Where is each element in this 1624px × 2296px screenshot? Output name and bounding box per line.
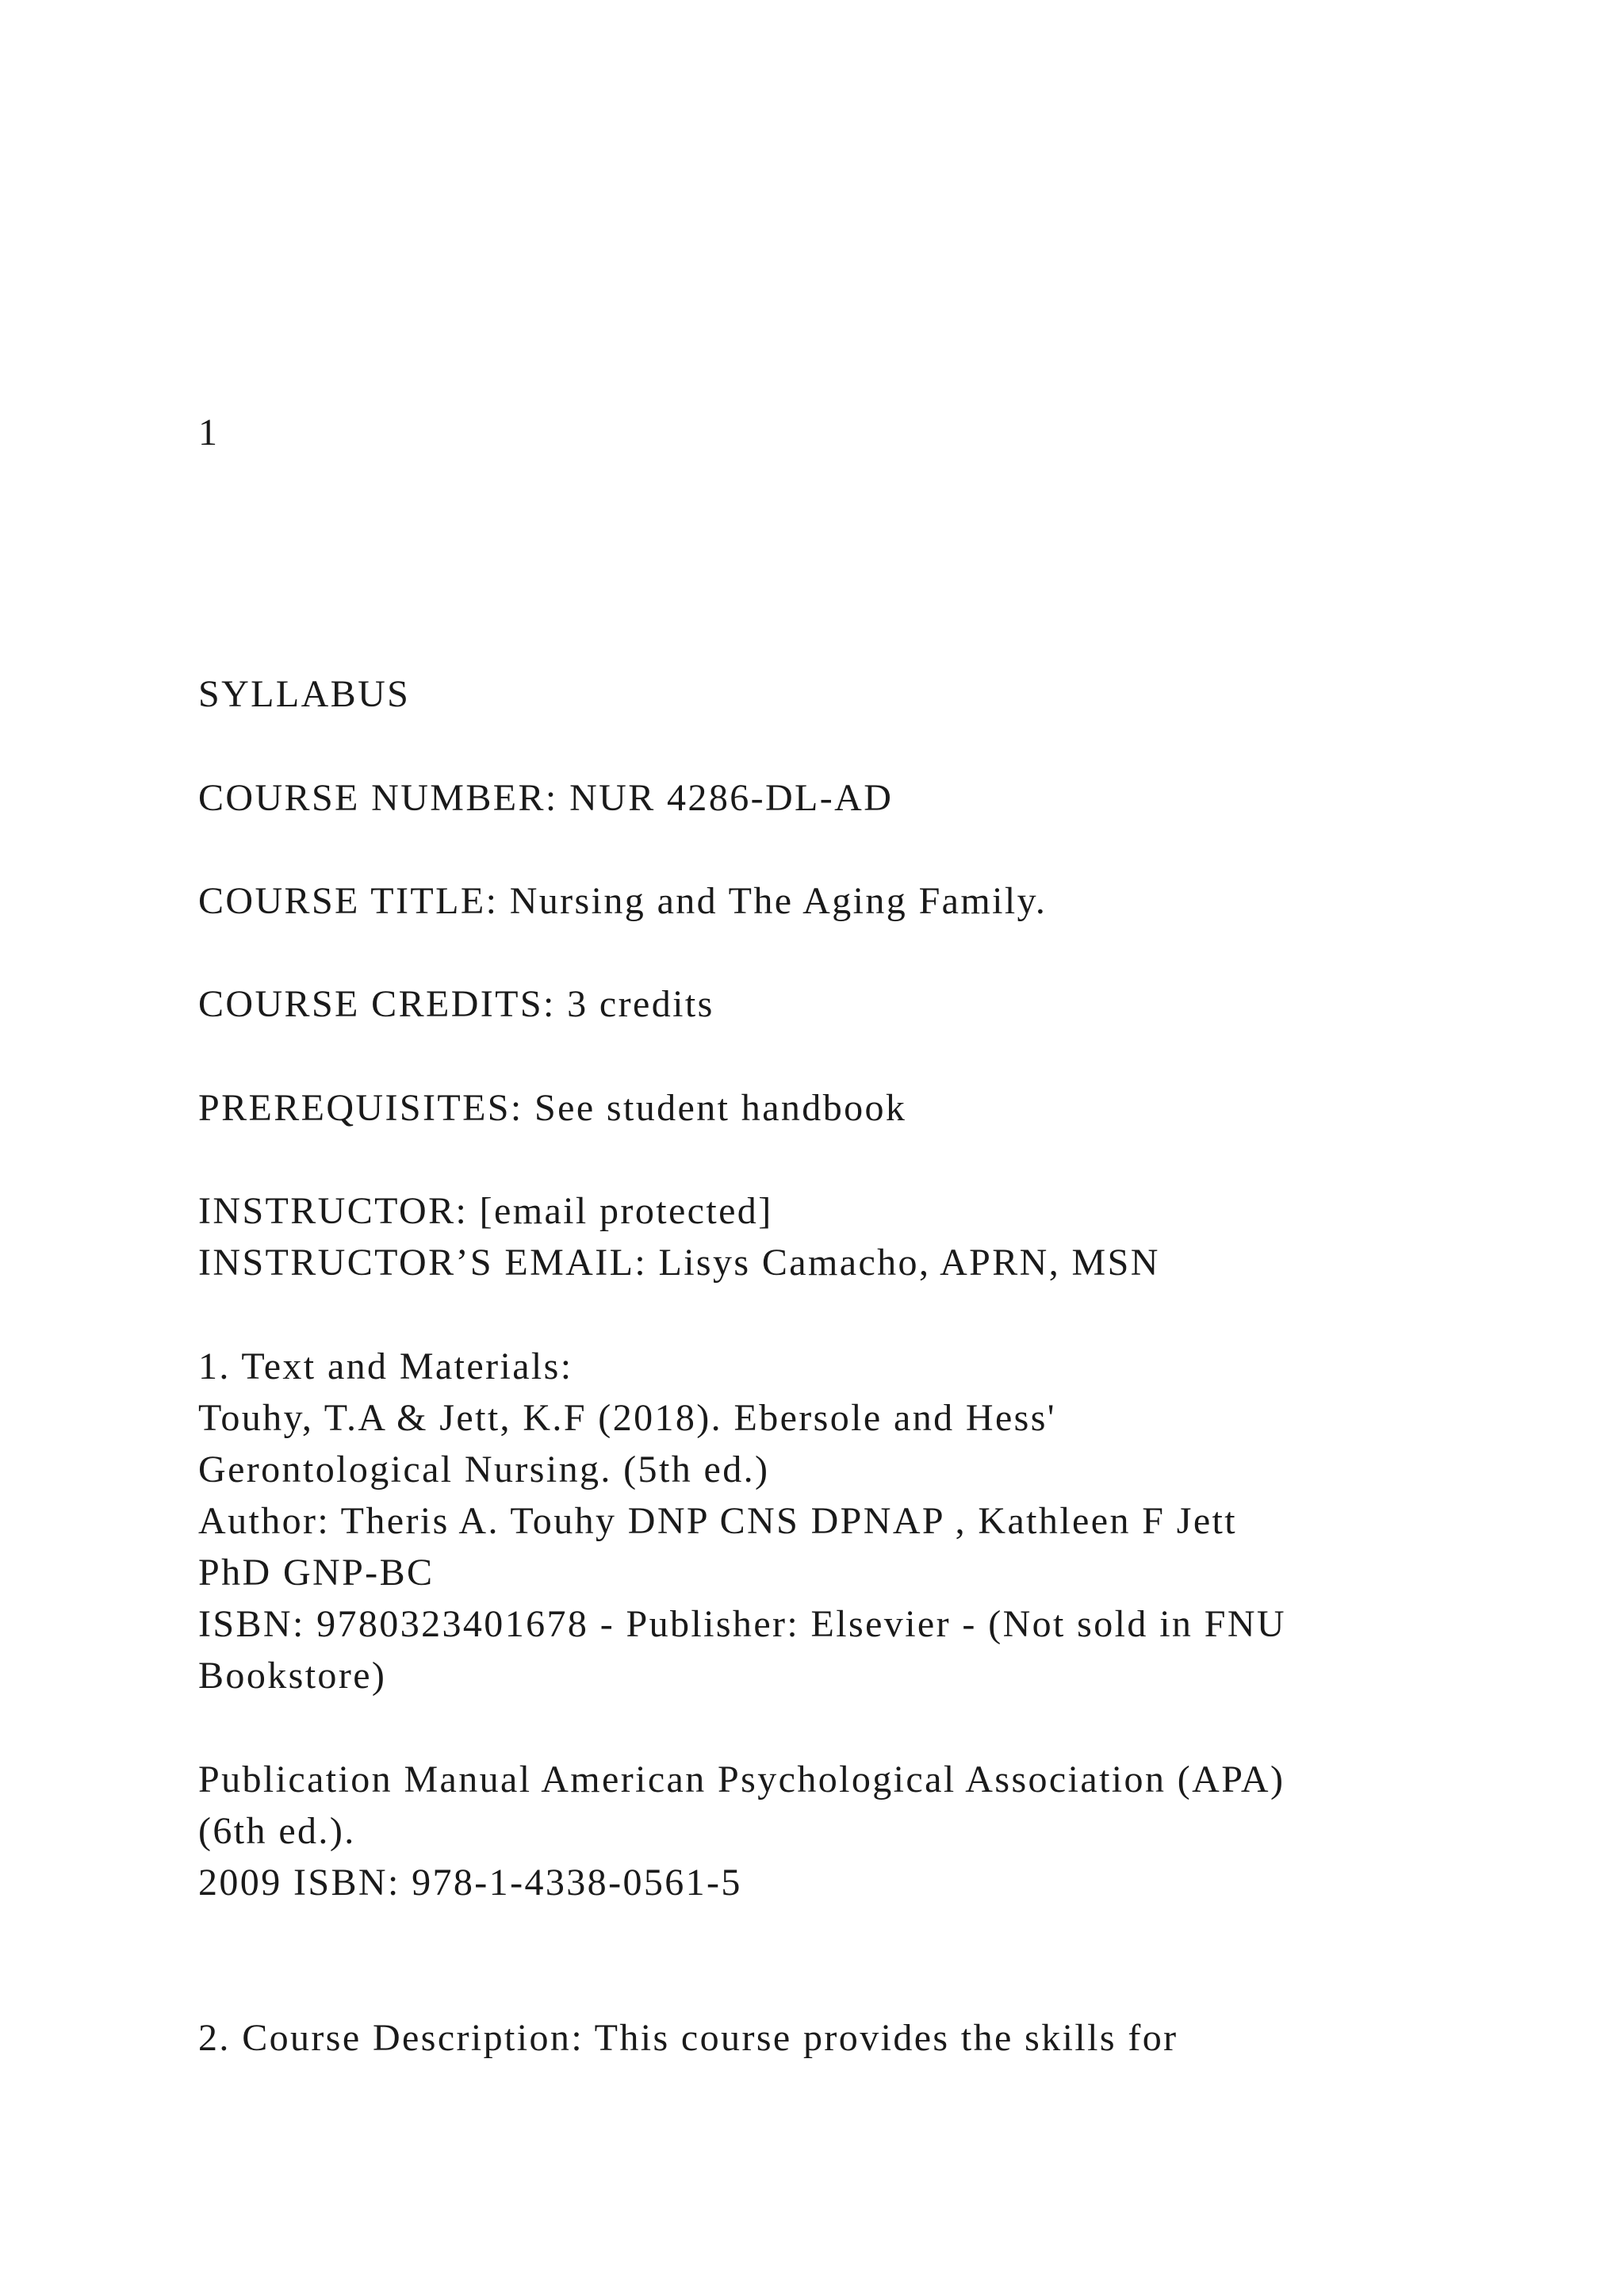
materials-line: Touhy, T.A & Jett, K.F (2018). Ebersole and Hess' [198, 1397, 1056, 1439]
apa-line: 2009 ISBN: 978-1-4338-0561-5 [198, 1862, 742, 1904]
course-credits: COURSE CREDITS: 3 credits [198, 983, 714, 1025]
materials-line: Bookstore) [198, 1655, 387, 1697]
materials-heading: 1. Text and Materials: [198, 1345, 573, 1387]
materials-line: ISBN: 9780323401678 - Publisher: Elsevier - (Not sold in FNU [198, 1603, 1286, 1645]
course-description-line: 2. Course Description: This course provides the skills for [198, 2017, 1178, 2059]
instructor-email-line: INSTRUCTOR’S EMAIL: Lisys Camacho, APRN, MSN [198, 1242, 1160, 1284]
course-title: COURSE TITLE: Nursing and The Aging Family. [198, 880, 1048, 922]
materials-line: PhD GNP-BC [198, 1552, 435, 1594]
instructor-line: INSTRUCTOR: [email protected] [198, 1190, 773, 1232]
course-prerequisites: PREREQUISITES: See student handbook [198, 1087, 907, 1129]
apa-line: Publication Manual American Psychological Association (APA) [198, 1758, 1285, 1800]
page-number: 1 [198, 411, 220, 453]
syllabus-heading: SYLLABUS [198, 673, 411, 715]
materials-line: Author: Theris A. Touhy DNP CNS DPNAP , Kathleen F Jett [198, 1500, 1238, 1542]
apa-line: (6th ed.). [198, 1810, 356, 1852]
course-number: COURSE NUMBER: NUR 4286-DL-AD [198, 777, 894, 819]
materials-line: Gerontological Nursing. (5th ed.) [198, 1448, 770, 1490]
